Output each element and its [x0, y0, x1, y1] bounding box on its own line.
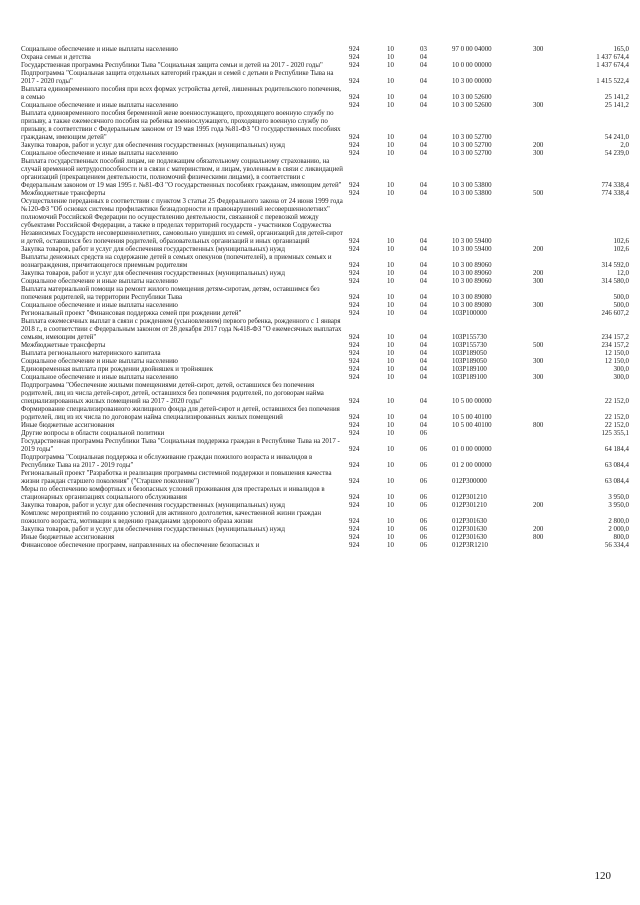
admin-code: 924 [349, 142, 360, 149]
row-description: Закупка товаров, работ и услуг для обеспечения государственных (муниципальных) нужд [21, 502, 285, 509]
table-row [0, 350, 640, 358]
section-code: 10 [387, 246, 394, 253]
section-code: 10 [387, 366, 394, 373]
admin-code: 924 [349, 94, 360, 101]
subsection-code: 06 [420, 446, 427, 453]
target-article-code: 012P301210 [452, 502, 487, 509]
admin-code: 924 [349, 310, 360, 317]
table-row [0, 422, 640, 430]
admin-code: 924 [349, 190, 360, 197]
section-code: 10 [387, 374, 394, 381]
target-article-code: 01 2 00 00000 [452, 462, 492, 469]
amount: 102,6 [613, 246, 629, 253]
amount: 2 000,0 [608, 526, 629, 533]
expense-type-code: 200 [533, 502, 544, 509]
row-description: Выплаты денежных средств на содержание детей в семьях опекунов (попечителей), в приемных семьях и вознаграждения, причитающегося приемным родителям [21, 254, 332, 269]
target-article-code: 103P189100 [452, 374, 487, 381]
subsection-code: 06 [420, 534, 427, 541]
amount: 500,0 [613, 302, 629, 309]
admin-code: 924 [349, 430, 360, 437]
subsection-code: 06 [420, 462, 427, 469]
admin-code: 924 [349, 414, 360, 421]
section-code: 10 [387, 102, 394, 109]
target-article-code: 103P189050 [452, 350, 487, 357]
subsection-code: 04 [420, 374, 427, 381]
amount: 63 084,4 [604, 478, 629, 485]
admin-code: 924 [349, 294, 360, 301]
target-article-code: 10 3 00 59400 [452, 238, 492, 245]
row-description: Закупка товаров, работ и услуг для обеспечения государственных (муниципальных) нужд [21, 270, 285, 277]
subsection-code: 04 [420, 342, 427, 349]
section-code: 10 [387, 62, 394, 69]
admin-code: 924 [349, 478, 360, 485]
target-article-code: 10 5 00 40100 [452, 414, 492, 421]
amount: 1 437 674,4 [596, 62, 629, 69]
row-description: Социальное обеспечение и иные выплаты населению [21, 150, 178, 157]
table-row [0, 534, 640, 542]
amount: 102,6 [613, 238, 629, 245]
amount: 54 239,0 [604, 150, 629, 157]
target-article-code: 10 3 00 00000 [452, 78, 492, 85]
admin-code: 924 [349, 518, 360, 525]
expense-type-code: 300 [533, 358, 544, 365]
table-row [0, 366, 640, 374]
section-code: 10 [387, 310, 394, 317]
section-code: 10 [387, 134, 394, 141]
section-code: 10 [387, 430, 394, 437]
amount: 54 241,0 [604, 134, 629, 141]
section-code: 10 [387, 462, 394, 469]
target-article-code: 10 5 00 40100 [452, 422, 492, 429]
section-code: 10 [387, 422, 394, 429]
expense-type-code: 300 [533, 46, 544, 53]
section-code: 10 [387, 150, 394, 157]
target-article-code: 10 3 00 89060 [452, 270, 492, 277]
subsection-code: 04 [420, 102, 427, 109]
admin-code: 924 [349, 62, 360, 69]
table-row [0, 142, 640, 150]
table-row [0, 382, 640, 406]
table-row [0, 502, 640, 510]
amount: 2,0 [620, 142, 629, 149]
admin-code: 924 [349, 542, 360, 549]
amount: 25 141,2 [604, 102, 629, 109]
expense-type-code: 300 [533, 302, 544, 309]
admin-code: 924 [349, 462, 360, 469]
amount: 774 338,4 [601, 190, 629, 197]
row-description: Выплата материальной помощи на ремонт жилого помещения детям-сиротам, детям, оставшимся без попечения родителей, на территории Республики Тыва [21, 286, 320, 301]
amount: 12,0 [616, 270, 629, 277]
section-code: 10 [387, 534, 394, 541]
amount: 22 152,0 [604, 422, 629, 429]
expense-type-code: 200 [533, 142, 544, 149]
row-description: Закупка товаров, работ и услуг для обеспечения государственных (муниципальных) нужд [21, 142, 285, 149]
admin-code: 924 [349, 54, 360, 61]
subsection-code: 03 [420, 46, 427, 53]
section-code: 10 [387, 502, 394, 509]
expense-type-code: 500 [533, 342, 544, 349]
section-code: 10 [387, 334, 394, 341]
amount: 1 437 674,4 [596, 54, 629, 61]
section-code: 10 [387, 182, 394, 189]
target-article-code: 012P301630 [452, 518, 487, 525]
row-description: Охрана семьи и детства [21, 54, 91, 61]
target-article-code: 10 0 00 00000 [452, 62, 492, 69]
table-row [0, 470, 640, 486]
section-code: 10 [387, 518, 394, 525]
row-description: Подпрограмма "Социальная поддержка и обслуживание граждан пожилого возраста и инвалидов в Республике Тыва на 2017 - 2019 годы" [21, 454, 313, 469]
target-article-code: 103P189100 [452, 366, 487, 373]
table-row [0, 278, 640, 286]
expense-type-code: 200 [533, 246, 544, 253]
amount: 300,0 [613, 366, 629, 373]
target-article-code: 10 3 00 53800 [452, 190, 492, 197]
table-row [0, 254, 640, 270]
subsection-code: 04 [420, 334, 427, 341]
amount: 774 338,4 [601, 182, 629, 189]
target-article-code: 10 3 00 89080 [452, 294, 492, 301]
admin-code: 924 [349, 526, 360, 533]
target-article-code: 10 3 00 53800 [452, 182, 492, 189]
subsection-code: 04 [420, 238, 427, 245]
row-description: Выплата ежемесячных выплат в связи с рождением (усыновлением) первого ребенка, рожденного с 1 января 2018 г., в соответствии с Федеральным законом от 28 декабря 2017 года №418-ФЗ "О ежемесячных выплатах семьям, имеющим детей" [21, 318, 342, 341]
row-description: Региональный проект "Разработка и реализация программы системной поддержки и повышения качества жизни граждан старшего поколения" ("Старшее поколение") [21, 470, 332, 485]
admin-code: 924 [349, 534, 360, 541]
admin-code: 924 [349, 358, 360, 365]
subsection-code: 06 [420, 526, 427, 533]
subsection-code: 06 [420, 494, 427, 501]
amount: 56 334,4 [604, 542, 629, 549]
table-row [0, 70, 640, 86]
subsection-code: 04 [420, 270, 427, 277]
target-article-code: 10 3 00 52600 [452, 102, 492, 109]
target-article-code: 103P155730 [452, 342, 487, 349]
admin-code: 924 [349, 270, 360, 277]
section-code: 10 [387, 278, 394, 285]
admin-code: 924 [349, 246, 360, 253]
target-article-code: 97 0 00 04000 [452, 46, 492, 53]
expense-type-code: 500 [533, 190, 544, 197]
admin-code: 924 [349, 262, 360, 269]
row-description: Подпрограмма "Социальная защита отдельных категорий граждан и семей с детьми в Республике Тыва на 2017 - 2020 годы" [21, 70, 334, 85]
row-description: Выплата регионального материнского капитала [21, 350, 161, 357]
row-description: Выплата государственных пособий лицам, не подлежащим обязательному социальному страхованию, на случай временной нетрудоспособности и в связи с материнством, и лицам, уволенным в связи с ликвидацией организаций (прекращением деятельности, полномочий физическими лицами), в соответствии с Федеральным законом от 19 мая 1995 г. №81-ФЗ "О государственных пособиях гражданам, имеющим детей" [21, 158, 343, 189]
target-article-code: 10 3 00 59400 [452, 246, 492, 253]
table-row [0, 374, 640, 382]
target-article-code: 10 3 00 52600 [452, 94, 492, 101]
row-description: Осуществление переданных в соответствии с пунктом 3 статьи 25 Федерального закона от 24 июня 1999 года №120-ФЗ "Об основах системы профилактики безнадзорности и правонарушений несовершеннолетних" полномочий Российской Федерации по осуществлению деятельности, связанной с перевозкой между субъектами Российской Федерации, а также в пределах территорий государств - участников Содружества Независимых Государств несовершеннолетних, самовольно ушедших из семей, организаций для детей-сирот и детей, оставшихся без попечения родителей, образовательных организаций и иных организаций [21, 198, 343, 245]
table-row [0, 158, 640, 190]
table-row [0, 150, 640, 158]
amount: 300,0 [613, 374, 629, 381]
section-code: 10 [387, 94, 394, 101]
admin-code: 924 [349, 374, 360, 381]
table-row [0, 54, 640, 62]
admin-code: 924 [349, 398, 360, 405]
section-code: 10 [387, 446, 394, 453]
row-description: Социальное обеспечение и иные выплаты населению [21, 46, 178, 53]
section-code: 10 [387, 342, 394, 349]
subsection-code: 06 [420, 430, 427, 437]
expense-type-code: 300 [533, 102, 544, 109]
section-code: 10 [387, 78, 394, 85]
table-row [0, 430, 640, 438]
amount: 125 355,1 [601, 430, 629, 437]
table-row [0, 270, 640, 278]
row-description: Выплата единовременного пособия при всех формах устройства детей, лишенных родительского попечения, в семью [21, 86, 341, 101]
subsection-code: 04 [420, 398, 427, 405]
section-code: 10 [387, 494, 394, 501]
admin-code: 924 [349, 502, 360, 509]
admin-code: 924 [349, 278, 360, 285]
subsection-code: 04 [420, 62, 427, 69]
admin-code: 924 [349, 350, 360, 357]
row-description: Подпрограмма "Обеспечение жилыми помещениями детей-сирот, детей, оставшихся без попечения родителей, лиц из числа детей-сирот, детей, оставшихся без попечения родителей, по договорам найма специализированных жилых помещений на 2017 - 2020 годы" [21, 382, 324, 405]
admin-code: 924 [349, 46, 360, 53]
table-row [0, 46, 640, 54]
subsection-code: 06 [420, 502, 427, 509]
row-description: Межбюджетные трансферты [21, 342, 106, 349]
table-row [0, 246, 640, 254]
subsection-code: 04 [420, 366, 427, 373]
row-description: Иные бюджетные ассигнования [21, 422, 115, 429]
section-code: 10 [387, 358, 394, 365]
row-description: Иные бюджетные ассигнования [21, 534, 115, 541]
amount: 234 157,2 [601, 342, 629, 349]
target-article-code: 012P300000 [452, 478, 487, 485]
table-row [0, 310, 640, 318]
subsection-code: 04 [420, 246, 427, 253]
subsection-code: 04 [420, 294, 427, 301]
table-row [0, 318, 640, 342]
target-article-code: 10 3 00 89080 [452, 302, 492, 309]
section-code: 10 [387, 414, 394, 421]
section-code: 10 [387, 54, 394, 61]
subsection-code: 04 [420, 78, 427, 85]
table-row [0, 62, 640, 70]
budget-table [0, 46, 640, 550]
amount: 3 950,0 [608, 494, 629, 501]
target-article-code: 103P155730 [452, 334, 487, 341]
subsection-code: 04 [420, 182, 427, 189]
section-code: 10 [387, 238, 394, 245]
admin-code: 924 [349, 494, 360, 501]
table-row [0, 286, 640, 302]
target-article-code: 01 0 00 00000 [452, 446, 492, 453]
subsection-code: 04 [420, 150, 427, 157]
target-article-code: 103P100000 [452, 310, 487, 317]
target-article-code: 103P189050 [452, 358, 487, 365]
expense-type-code: 800 [533, 422, 544, 429]
table-row [0, 110, 640, 142]
section-code: 10 [387, 190, 394, 197]
target-article-code: 10 3 00 52700 [452, 150, 492, 157]
table-row [0, 102, 640, 110]
row-description: Социальное обеспечение и иные выплаты населению [21, 102, 178, 109]
expense-type-code: 300 [533, 150, 544, 157]
subsection-code: 04 [420, 262, 427, 269]
admin-code: 924 [349, 102, 360, 109]
amount: 314 580,0 [601, 278, 629, 285]
amount: 64 184,4 [604, 446, 629, 453]
table-row [0, 438, 640, 454]
amount: 800,0 [613, 534, 629, 541]
subsection-code: 04 [420, 414, 427, 421]
section-code: 10 [387, 262, 394, 269]
table-row [0, 86, 640, 102]
table-row [0, 454, 640, 470]
section-code: 10 [387, 478, 394, 485]
table-row [0, 406, 640, 422]
row-description: Социальное обеспечение и иные выплаты населению [21, 358, 178, 365]
amount: 314 592,0 [601, 262, 629, 269]
expense-type-code: 200 [533, 270, 544, 277]
expense-type-code: 300 [533, 374, 544, 381]
amount: 1 415 522,4 [596, 78, 629, 85]
subsection-code: 06 [420, 542, 427, 549]
admin-code: 924 [349, 78, 360, 85]
section-code: 10 [387, 526, 394, 533]
target-article-code: 10 3 00 89060 [452, 262, 492, 269]
admin-code: 924 [349, 150, 360, 157]
expense-type-code: 200 [533, 526, 544, 533]
expense-type-code: 300 [533, 278, 544, 285]
section-code: 10 [387, 142, 394, 149]
subsection-code: 04 [420, 310, 427, 317]
section-code: 10 [387, 46, 394, 53]
target-article-code: 012P301210 [452, 494, 487, 501]
target-article-code: 10 3 00 52700 [452, 134, 492, 141]
table-row [0, 526, 640, 534]
admin-code: 924 [349, 238, 360, 245]
row-description: Социальное обеспечение и иные выплаты населению [21, 374, 178, 381]
amount: 3 950,0 [608, 502, 629, 509]
admin-code: 924 [349, 342, 360, 349]
subsection-code: 04 [420, 142, 427, 149]
row-description: Государственная программа Республики Тыва "Социальная поддержка граждан в Республике Тыва на 2017 - 2019 годы" [21, 438, 340, 453]
row-description: Единовременная выплата при рождении двойняшек и тройняшек [21, 366, 213, 373]
admin-code: 924 [349, 134, 360, 141]
table-row [0, 302, 640, 310]
target-article-code: 10 3 00 52700 [452, 142, 492, 149]
amount: 22 152,0 [604, 398, 629, 405]
amount: 12 150,0 [604, 358, 629, 365]
amount: 165,0 [613, 46, 629, 53]
table-row [0, 542, 640, 550]
admin-code: 924 [349, 422, 360, 429]
section-code: 10 [387, 398, 394, 405]
row-description: Региональный проект "Финансовая поддержка семей при рождении детей" [21, 310, 242, 317]
section-code: 10 [387, 350, 394, 357]
row-description: Комплекс мероприятий по созданию условий для активного долголетия, качественной жизни граждан пожилого возраста, мотивации к ведению гражданами здорового образа жизни [21, 510, 322, 525]
section-code: 10 [387, 270, 394, 277]
table-row [0, 198, 640, 246]
table-row [0, 486, 640, 502]
admin-code: 924 [349, 334, 360, 341]
admin-code: 924 [349, 182, 360, 189]
subsection-code: 04 [420, 94, 427, 101]
amount: 22 152,0 [604, 414, 629, 421]
amount: 12 150,0 [604, 350, 629, 357]
row-description: Финансовое обеспечение программ, направленных на обеспечение безопасных и [21, 542, 260, 549]
section-code: 10 [387, 294, 394, 301]
amount: 500,0 [613, 294, 629, 301]
subsection-code: 04 [420, 278, 427, 285]
subsection-code: 06 [420, 478, 427, 485]
admin-code: 924 [349, 446, 360, 453]
amount: 246 607,2 [601, 310, 629, 317]
row-description: Выплата единовременного пособия беременной жене военнослужащего, проходящего военную службу по призыву, а также ежемесячного пособия на ребенка военнослужащего, проходящего военную службу по призыву, в соответствии с Федеральным законом от 19 мая 1995 года №81-ФЗ "О государственных пособиях гражданам, имеющим детей" [21, 110, 341, 141]
subsection-code: 04 [420, 54, 427, 61]
subsection-code: 04 [420, 134, 427, 141]
target-article-code: 10 5 00 00000 [452, 398, 492, 405]
amount: 25 141,2 [604, 94, 629, 101]
admin-code: 924 [349, 302, 360, 309]
target-article-code: 012P3R1210 [452, 542, 488, 549]
table-row [0, 510, 640, 526]
row-description: Меры по обеспечению комфортных и безопасных условий проживания для престарелых и инвалидов в стационарных организациях социального обслуживания [21, 486, 325, 501]
section-code: 10 [387, 542, 394, 549]
subsection-code: 04 [420, 422, 427, 429]
table-row [0, 190, 640, 198]
table-row [0, 342, 640, 350]
target-article-code: 012P301630 [452, 534, 487, 541]
row-description: Закупка товаров, работ и услуг для обеспечения государственных (муниципальных) нужд [21, 246, 285, 253]
amount: 2 800,0 [608, 518, 629, 525]
row-description: Государственная программа Республики Тыва "Социальная защита семьи и детей на 2017 - 2020 годы" [21, 62, 323, 69]
subsection-code: 04 [420, 302, 427, 309]
subsection-code: 04 [420, 350, 427, 357]
expense-type-code: 800 [533, 534, 544, 541]
row-description: Социальное обеспечение и иные выплаты населению [21, 302, 178, 309]
admin-code: 924 [349, 366, 360, 373]
amount: 63 084,4 [604, 462, 629, 469]
subsection-code: 04 [420, 190, 427, 197]
table-row [0, 358, 640, 366]
page-number: 120 [594, 870, 611, 882]
amount: 234 157,2 [601, 334, 629, 341]
section-code: 10 [387, 302, 394, 309]
row-description: Закупка товаров, работ и услуг для обеспечения государственных (муниципальных) нужд [21, 526, 285, 533]
row-description: Формирование специализированного жилищного фонда для детей-сирот и детей, оставшихся без попечения родителей, лиц из их числа по договорам найма специализированных жилых помещений [21, 406, 340, 421]
row-description: Социальное обеспечение и иные выплаты населению [21, 278, 178, 285]
row-description: Другие вопросы в области социальной политики [21, 430, 165, 437]
target-article-code: 10 3 00 89060 [452, 278, 492, 285]
subsection-code: 06 [420, 518, 427, 525]
target-article-code: 012P301630 [452, 526, 487, 533]
subsection-code: 04 [420, 358, 427, 365]
row-description: Межбюджетные трансферты [21, 190, 106, 197]
